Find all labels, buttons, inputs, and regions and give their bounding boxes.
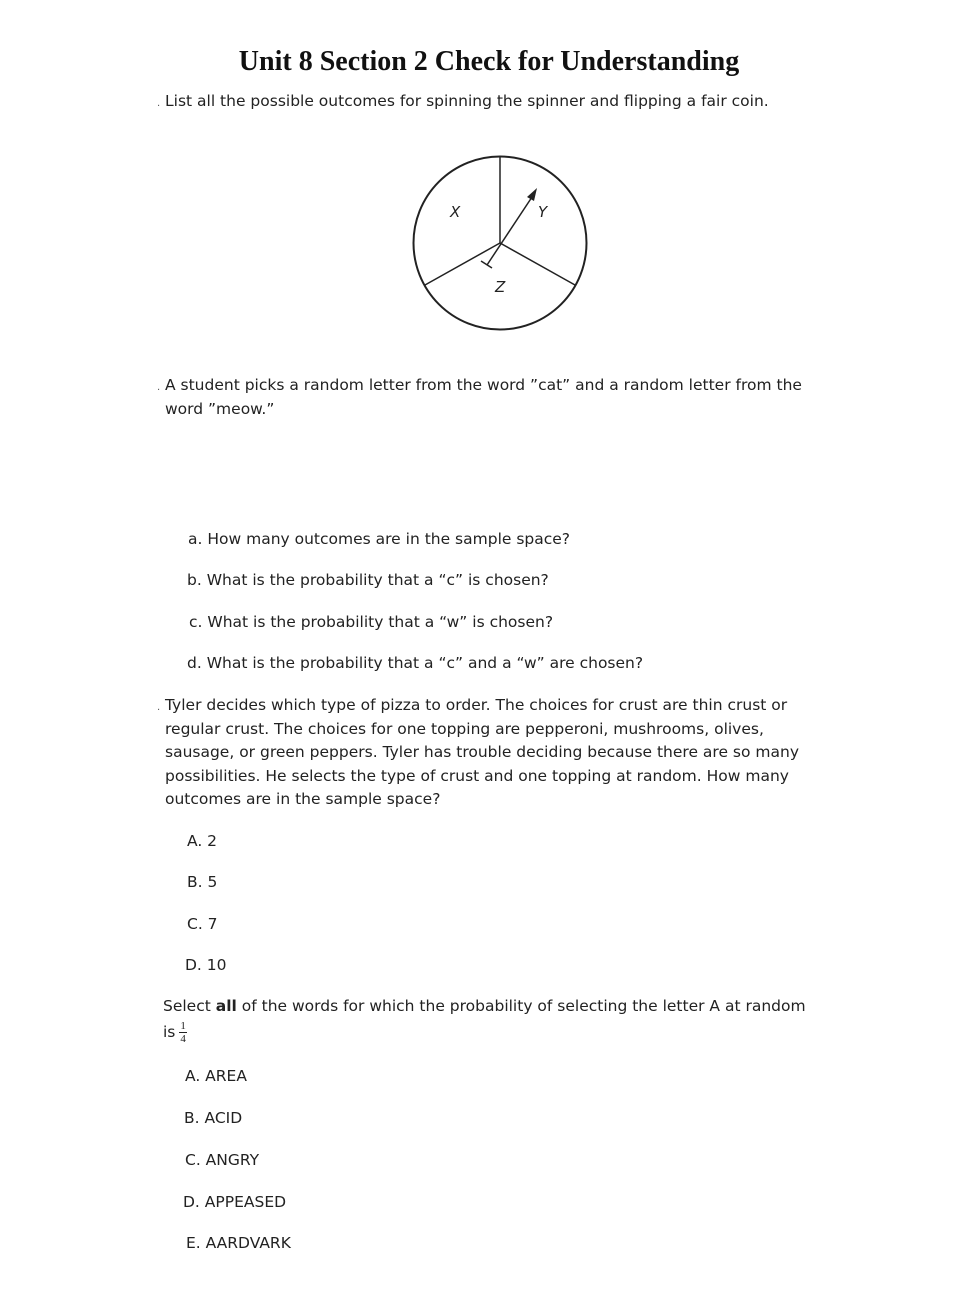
q2-part-a: a. How many outcomes are in the sample space? xyxy=(188,530,571,548)
q3-text: Tyler decides which type of pizza to order. The choices for crust are thin crust or regular crust. The choices for one topping are pepperoni, mushrooms, olives, sausage, or green peppers. Tyler has trouble deciding because there are so many possibilities. He selects the type of crust and one topping at random. How many outcomes are in the sample space? xyxy=(165,696,799,808)
spinner-label-y: Y xyxy=(538,203,548,221)
spinner-label-z: Z xyxy=(495,278,506,296)
spinner-arrow-icon xyxy=(481,188,537,268)
q2-marker: . xyxy=(157,382,161,393)
q3-option-a[interactable]: A. 2 xyxy=(187,832,218,850)
q4-option-a[interactable]: A. AREA xyxy=(185,1067,247,1085)
q4-text-before: Select xyxy=(163,997,216,1015)
q4-text-after: of the words for which the probability of selecting the letter A at random xyxy=(236,997,806,1015)
q4-text xyxy=(163,995,806,1019)
q4-is: is xyxy=(163,1023,176,1041)
q2-part-c: c. What is the probability that a “w” is chosen? xyxy=(189,613,554,631)
q4-option-c[interactable]: C. ANGRY xyxy=(185,1151,260,1169)
fraction-one-quarter xyxy=(179,1020,187,1045)
spinner-diagram xyxy=(400,150,600,335)
q4-option-e[interactable]: E. AARDVARK xyxy=(186,1234,291,1252)
q2-text: A student picks a random letter from the word ”cat” and a random letter from the word ”meow.” xyxy=(165,376,802,418)
fraction-denominator: 4 xyxy=(180,1033,186,1045)
q3-marker: . xyxy=(157,702,161,713)
q3-option-d[interactable]: D. 10 xyxy=(185,956,227,974)
fraction-numerator: 1 xyxy=(180,1020,186,1032)
q4-text-bold: all xyxy=(215,997,237,1015)
q1-text: List all the possible outcomes for spinning the spinner and flipping a fair coin. xyxy=(165,92,769,110)
q2-part-d: d. What is the probability that a “c” and a “w” are chosen? xyxy=(187,654,644,672)
q4-option-d[interactable]: D. APPEASED xyxy=(183,1193,287,1211)
q2-part-b: b. What is the probability that a “c” is chosen? xyxy=(187,571,549,589)
q4-option-b[interactable]: B. ACID xyxy=(184,1109,243,1127)
q3-option-c[interactable]: C. 7 xyxy=(187,915,218,933)
q1-marker: . xyxy=(157,98,161,109)
q3-option-b[interactable]: B. 5 xyxy=(187,873,218,891)
page-title: Unit 8 Section 2 Check for Understanding xyxy=(238,46,740,77)
q4-fraction-line xyxy=(163,1020,187,1045)
spinner-label-x: X xyxy=(450,203,461,221)
